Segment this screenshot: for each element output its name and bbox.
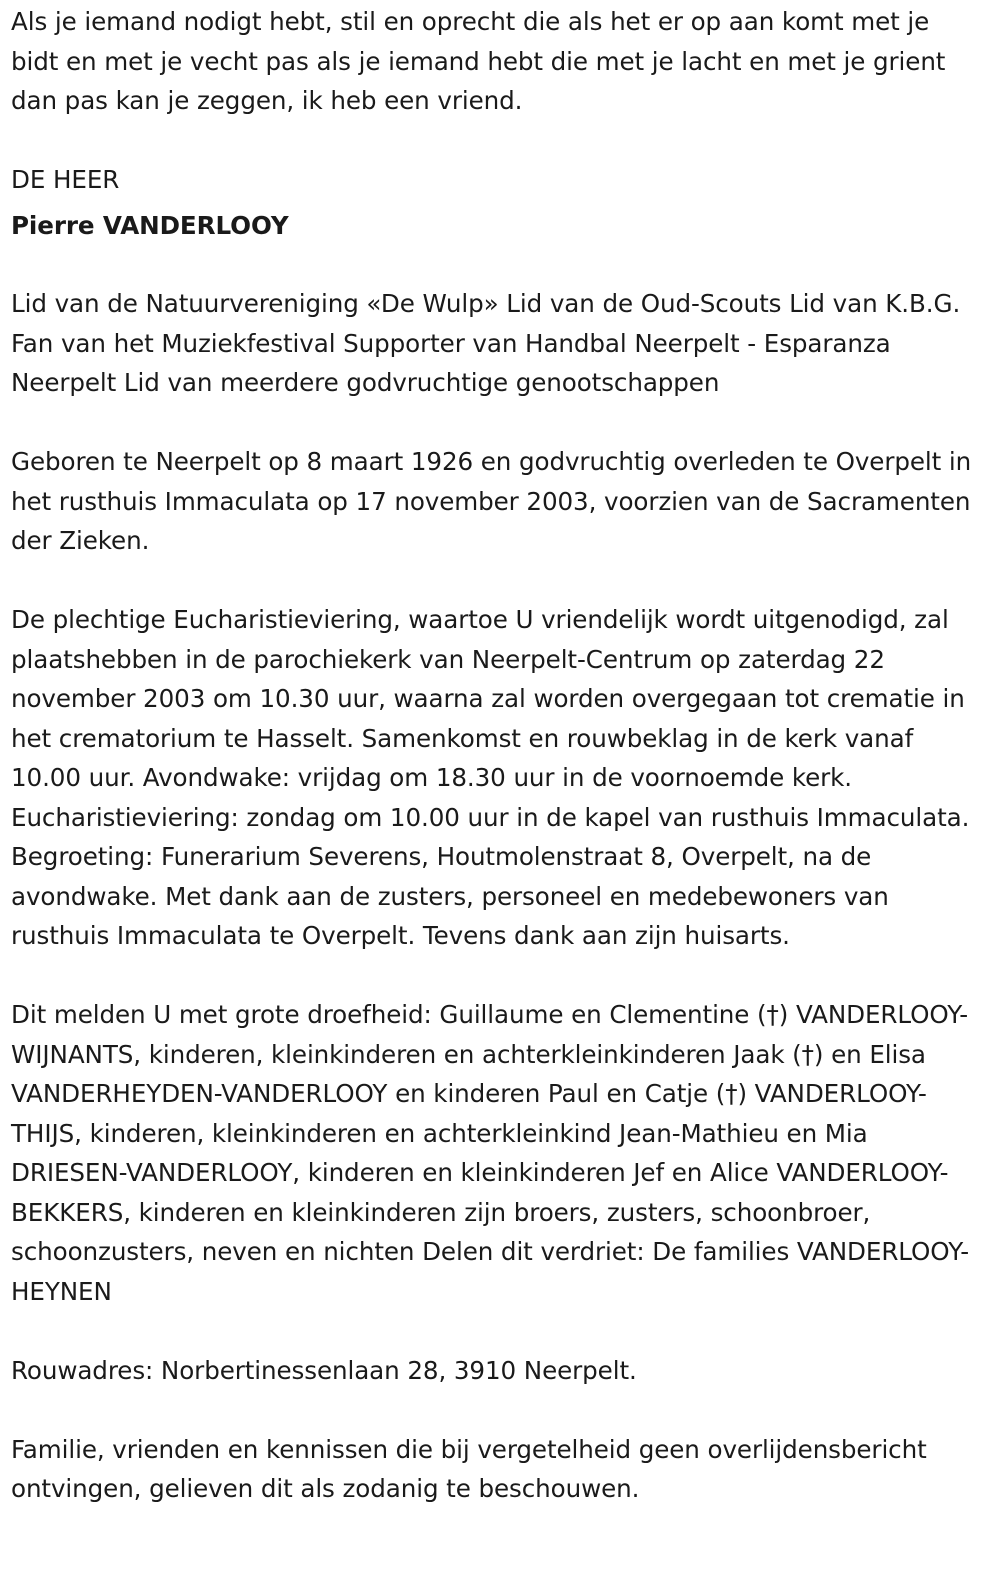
closing-note: Familie, vrienden en kennissen die bij vergetelheid geen overlijdensbericht ontvingen, gelieven dit als zodanig te beschouwen. xyxy=(11,1434,927,1503)
ceremony-paragraph: De plechtige Eucharistieviering, waartoe U vriendelijk wordt uitgenodigd, zal plaatshebben in de parochiekerk van Neerpelt-Centrum op zaterdag 22 november 2003 om 10.30 uur, waarna zal worden overgegaan tot crematie in het crematorium te Hasselt. Samenkomst en rouwbeklag in de kerk vanaf 10.00 uur. Avondwake: vrijdag om 18.30 uur in de voornoemde kerk. Eucharistieviering: zondag om 10.00 uur in de kapel van rusthuis Immaculata. Begroeting: Funerarium Severens, Houtmolenstraat 8, Overpelt, na de avondwake. Met dank aan de zusters, personeel en medebewoners van rusthuis Immaculata te Overpelt. Tevens dank aan zijn huisarts. xyxy=(11,605,970,950)
deceased-name: Pierre VANDERLOOY xyxy=(11,210,289,240)
memberships-paragraph: Lid van de Natuurvereniging «De Wulp» Lid van de Oud-Scouts Lid van K.B.G. Fan van het Muziekfestival Supporter van Handbal Neerpelt - Esparanza Neerpelt Lid van meerdere godvruchtige genootschappen xyxy=(11,289,961,397)
birth-death-paragraph: Geboren te Neerpelt op 8 maart 1926 en godvruchtig overleden te Overpelt in het rusthuis Immaculata op 17 november 2003, voorzien van de Sacramenten der Zieken. xyxy=(11,447,972,555)
mourning-address: Rouwadres: Norbertinessenlaan 28, 3910 Neerpelt. xyxy=(11,1355,637,1385)
title-prefix: DE HEER xyxy=(11,165,120,194)
family-paragraph: Dit melden U met grote droefheid: Guillaume en Clementine (†) VANDERLOOY-WIJNANTS, kinderen, kleinkinderen en achterkleinkinderen Jaak (†) en Elisa VANDERHEYDEN-VANDERLOOY en kinderen Paul en Catje (†) VANDERLOOY-THIJS, kinderen, kleinkinderen en achterkleinkind Jean-Mathieu en Mia DRIESEN-VANDERLOOY, kinderen en kleinkinderen Jef en Alice VANDERLOOY-BEKKERS, kinderen en kleinkinderen zijn broers, zusters, schoonbroer, schoonzusters, neven en nichten Delen dit verdriet: De families VANDERLOOY-HEYNEN xyxy=(11,1000,969,1306)
opening-poem: Als je iemand nodigt hebt, stil en oprecht die als het er op aan komt met je bidt en met je vecht pas als je iemand hebt die met je lacht en met je grient dan pas kan je zeggen, ik heb een vriend. xyxy=(11,7,946,115)
